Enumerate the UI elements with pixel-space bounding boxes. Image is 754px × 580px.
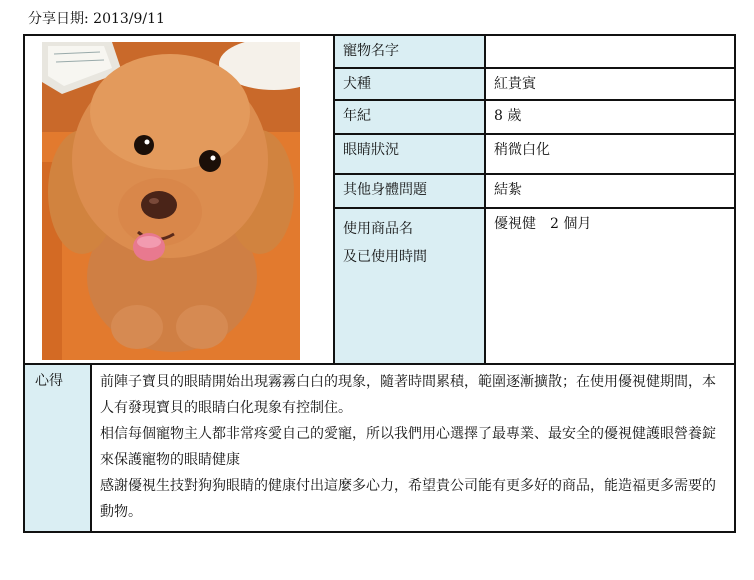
label-pet-name: 寵物名字 — [334, 35, 485, 68]
notes-body — [91, 364, 735, 532]
pet-info-table — [23, 34, 736, 533]
label-breed: 犬種 — [334, 68, 485, 100]
label-age: 年紀 — [334, 100, 485, 134]
notes-paragraph-2: 相信每個寵物主人都非常疼愛自己的愛寵，所以我們用心選擇了最專業、最安全的優視健護眼營養錠來保護寵物的眼睛健康 — [100, 426, 716, 468]
notes-paragraph-1: 前陣子寶貝的眼睛開始出現霧霧白白的現象，隨著時間累積，範圍逐漸擴散；在使用優視健期間，本人有發現寶貝的眼睛白化現象有控制住。 — [100, 374, 716, 416]
notes-label: 心得 — [24, 364, 91, 532]
notes-paragraph-3: 感謝優視生技對狗狗眼睛的健康付出這麼多心力，希望貴公司能有更多好的商品，能造福更多需要的動物。 — [100, 478, 716, 520]
label-other-health: 其他身體問題 — [334, 174, 485, 208]
label-eye-condition: 眼睛狀況 — [334, 134, 485, 174]
product-label-line1: 使用商品名 — [343, 221, 413, 237]
value-other-health: 結紮 — [485, 174, 735, 208]
value-product-usage: 優視健 2 個月 — [485, 208, 735, 364]
poodle-dog-icon — [42, 42, 300, 360]
value-age: 8 歲 — [485, 100, 735, 134]
poodle-dog-photo — [42, 42, 300, 360]
value-eye-condition: 稍微白化 — [485, 134, 735, 174]
value-breed: 紅貴賓 — [485, 68, 735, 100]
photo-cell — [24, 35, 334, 364]
product-label-line2: 及已使用時間 — [343, 249, 427, 265]
label-product-usage — [334, 208, 485, 364]
value-pet-name — [485, 35, 735, 68]
share-date: 分享日期: 2013/9/11 — [28, 11, 165, 27]
